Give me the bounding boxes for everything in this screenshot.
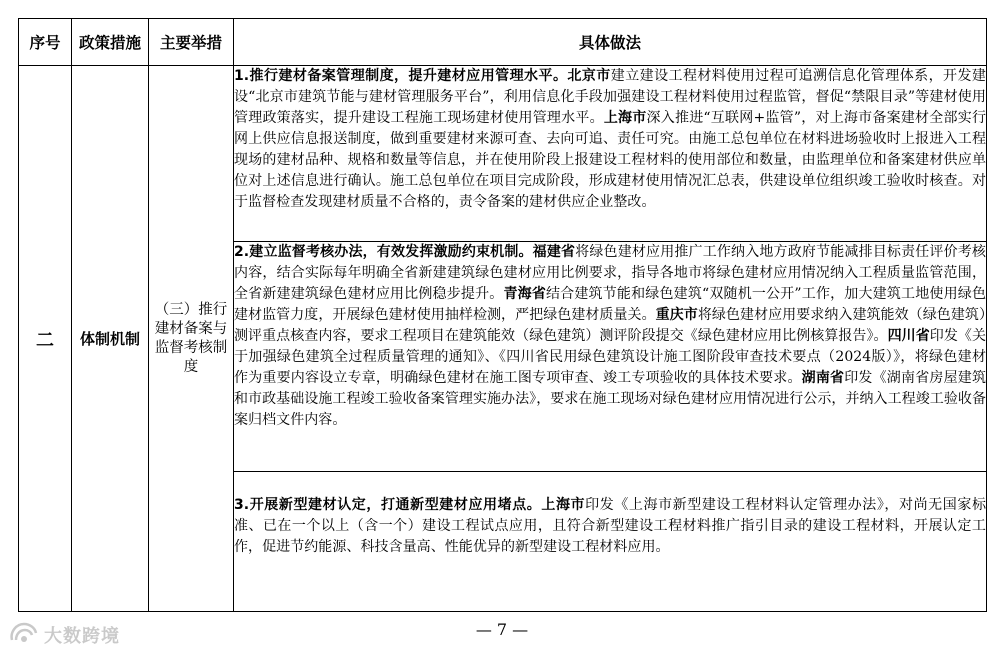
policy-table [18, 18, 987, 612]
header-policy: 政策措施 [72, 19, 149, 66]
bold-segment: 福建省 [532, 244, 576, 260]
detail-item-2 [234, 242, 987, 472]
header-seq: 序号 [19, 19, 72, 66]
bold-segment: 上海市 [603, 110, 647, 126]
detail-item-1 [234, 66, 987, 242]
policy-cell: 体制机制 [72, 66, 149, 612]
text-segment: 将绿色建材应用推广工作纳入地方政府节能减排目标责任评价考核内容，结合实际每年明确全省新建建筑绿色建材应用比例要求，指导各地市将绿色建材应用情况纳入工程质量监管范围，全省新建建筑绿色建材应用比例稳步提升。 [234, 244, 986, 302]
header-row [19, 19, 987, 66]
detail-item-3 [234, 472, 987, 612]
text-segment: 建立建设工程材料使用过程可追溯信息化管理体系，开发建设“北京市建筑节能与建材管理服务平台”，利用信息化手段加强建设工程材料使用过程监管，督促“禁限目录”等建材使用管理政策落实，提升建设工程施工现场建材使用管理水平。 [234, 68, 986, 126]
bold-segment: 湖南省 [801, 370, 845, 386]
watermark-text: 大数跨境 [44, 626, 120, 647]
bold-segment: 北京市 [567, 68, 611, 84]
text-segment: 结合建筑节能和绿色建筑“双随机一公开”工作，加大建筑工地使用绿色建材监管力度，开展绿色建材使用抽样检测，严把绿色建材质量关。 [234, 286, 986, 323]
bold-segment: 3.开展新型建材认定，打通新型建材应用堵点。 [234, 497, 542, 513]
seq-cell: 二 [19, 66, 72, 612]
bold-segment: 2.建立监督考核办法，有效发挥激励约束机制。 [234, 244, 533, 260]
text-segment: 印发《湖南省房屋建筑和市政基础设施工程竣工验收备案管理实施办法》，要求在施工现场对绿色建材应用情况进行公示，并纳入工程竣工验收备案归档文件内容。 [234, 370, 987, 428]
text-segment: 深入推进“互联网+监管”，对上海市备案建材全部实行网上供应信息报送制度，做到重要建材来源可查、去向可追、责任可究。由施工总包单位在材料进场验收时上报进入工程现场的建材品种、规格和数量等信息，并在使用阶段上报建设工程材料的使用部位和数量，由监理单位和备案建材供应单位对上述信息进行确认。施工总包单位在项目完成阶段，形成建材使用情况汇总表，供建设单位组织竣工验收时核查。对于监督检查发现建材质量不合格的，责令备案的建材供应企业整改。 [234, 110, 986, 210]
table-row [19, 66, 987, 242]
measure-cell: （三）推行建材备案与监督考核制度 [149, 66, 234, 612]
bold-segment: 上海市 [541, 497, 586, 513]
bold-segment: 四川省 [887, 328, 930, 344]
bold-segment: 青海省 [503, 286, 546, 302]
bold-segment: 1.推行建材备案管理制度，提升建材应用管理水平。 [234, 68, 568, 84]
text-segment: 印发《上海市新型建设工程材料认定管理办法》，对尚无国家标准、已在一个以上（含一个）建设工程试点应用，且符合新型建设工程材料推广指引目录的建设工程材料，开展认定工作，促进节约能源、科技含量高、性能优异的新型建设工程材料应用。 [234, 497, 986, 555]
text-segment: 印发《关于加强绿色建筑全过程质量管理的通知》、《四川省民用绿色建筑设计施工图阶段审查技术要点（2024版）》，将绿色建材作为重要内容设立专章，明确绿色建材在施工图专项审查、竣工专项验收的具体技术要求。 [234, 328, 986, 386]
header-detail: 具体做法 [234, 19, 987, 66]
header-measure: 主要举措 [149, 19, 234, 66]
bold-segment: 重庆市 [655, 307, 698, 323]
text-segment: 将绿色建材应用要求纳入建筑能效（绿色建筑）测评重点核查内容，要求工程项目在建筑能效（绿色建筑）测评阶段提交《绿色建材应用比例核算报告》。 [234, 307, 986, 344]
page-number: — 7 — [475, 620, 529, 639]
